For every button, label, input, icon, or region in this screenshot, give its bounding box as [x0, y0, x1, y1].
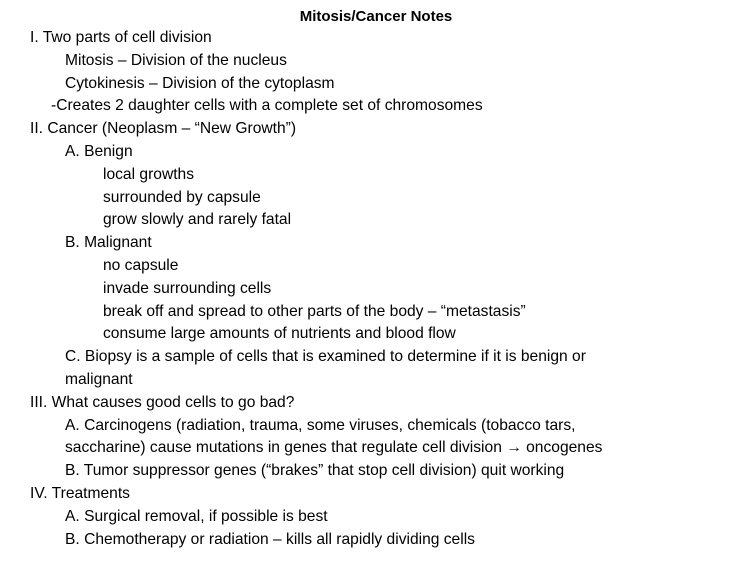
outline-line: [0, 437, 743, 460]
outline-line-text: A. Surgical removal, if possible is best: [65, 507, 328, 525]
outline-line: [0, 323, 743, 346]
outline-line-text: II. Cancer (Neoplasm – “New Growth”): [30, 120, 297, 138]
outline-line: [0, 141, 743, 164]
outline-line: [0, 164, 743, 187]
notes-outline: [0, 27, 743, 551]
outline-line-text: surrounded by capsule: [103, 188, 261, 206]
outline-line-text: malignant: [65, 370, 133, 388]
outline-line-text: C. Biopsy is a sample of cells that is examined to determine if it is benign or: [65, 348, 586, 366]
outline-line: [0, 73, 743, 96]
outline-line-text: saccharine) cause mutations in genes that regulate cell division → oncogenes: [65, 439, 603, 457]
outline-line-text: Mitosis – Division of the nucleus: [65, 51, 287, 69]
outline-line: [0, 529, 743, 552]
outline-line: [0, 460, 743, 483]
outline-line-text: -Creates 2 daughter cells with a complete set of chromosomes: [51, 97, 483, 115]
outline-line: [0, 506, 743, 529]
outline-line-text: IV. Treatments: [30, 484, 130, 502]
outline-line-text: grow slowly and rarely fatal: [103, 211, 292, 229]
outline-line: [0, 232, 743, 255]
outline-line: [0, 209, 743, 232]
outline-line: [0, 118, 743, 141]
outline-line: [0, 392, 743, 415]
outline-line-text: B. Chemotherapy or radiation – kills all rapidly dividing cells: [65, 530, 475, 548]
outline-line-text: local growths: [103, 165, 195, 183]
outline-line-text: I. Two parts of cell division: [30, 29, 212, 46]
outline-line: [0, 369, 743, 392]
outline-line: [0, 301, 743, 324]
outline-line-text: B. Malignant: [65, 234, 152, 252]
outline-line: [0, 415, 743, 438]
outline-line: [0, 50, 743, 73]
outline-line-text: consume large amounts of nutrients and blood flow: [103, 325, 456, 343]
outline-line-text: B. Tumor suppressor genes (“brakes” that stop cell division) quit working: [65, 462, 565, 480]
outline-line: [0, 255, 743, 278]
outline-line-text: no capsule: [103, 256, 179, 274]
outline-line: [0, 27, 743, 50]
outline-line-text: A. Benign: [65, 142, 133, 160]
outline-line-text: break off and spread to other parts of the body – “metastasis”: [103, 302, 526, 320]
outline-line-text: III. What causes good cells to go bad?: [30, 393, 295, 411]
outline-line: [0, 95, 743, 118]
outline-line-text: A. Carcinogens (radiation, trauma, some viruses, chemicals (tobacco tars,: [65, 416, 576, 434]
outline-line: [0, 346, 743, 369]
outline-line: [0, 278, 743, 301]
outline-line: [0, 187, 743, 210]
page-title: Mitosis/Cancer Notes: [299, 8, 453, 25]
outline-line-text: Cytokinesis – Division of the cytoplasm: [65, 74, 335, 92]
outline-line-text: invade surrounding cells: [103, 279, 272, 297]
outline-line: [0, 483, 743, 506]
